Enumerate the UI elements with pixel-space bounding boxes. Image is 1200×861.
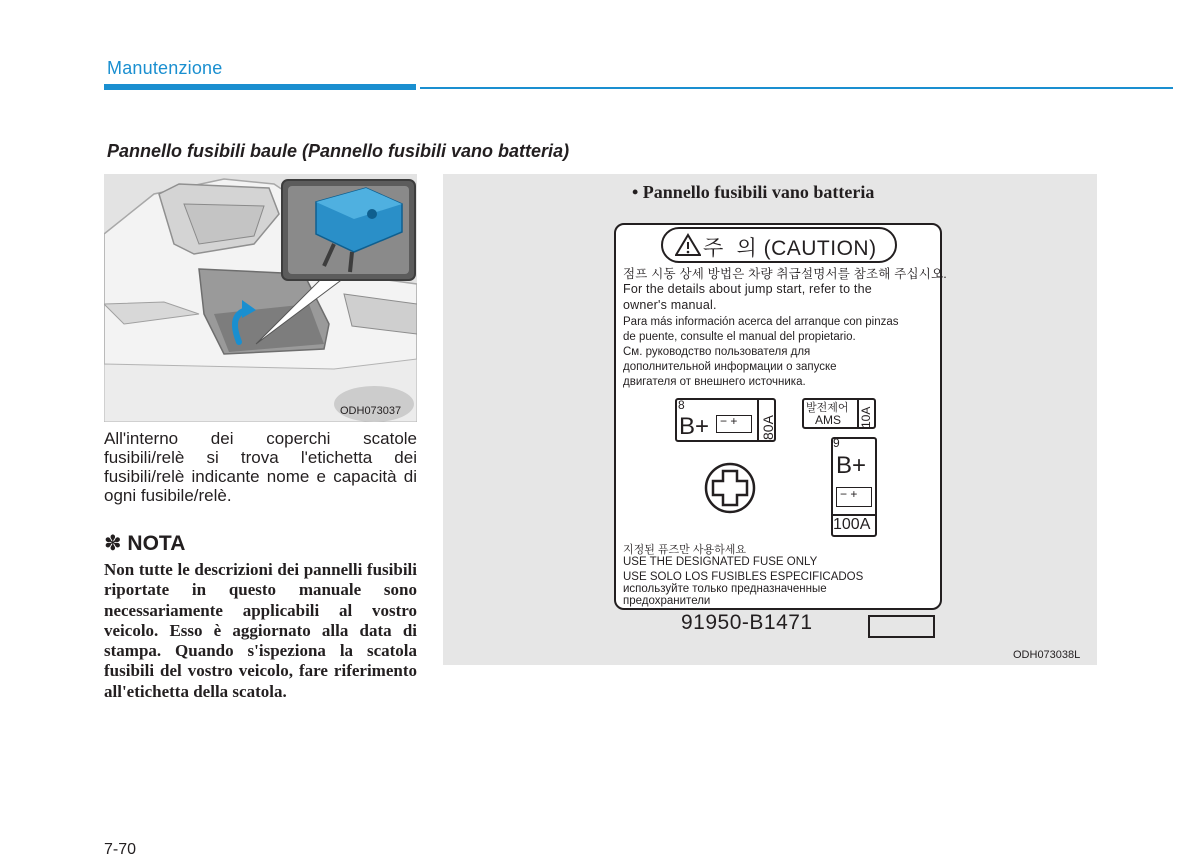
fuse-9-name: B+ <box>836 452 867 479</box>
fuse-line-es: USE SOLO LOS FUSIBLES ESPECIFICADOS <box>623 571 864 583</box>
part-number: 91950-B1471 <box>681 611 813 634</box>
fuse-9-battery-symbol: − + <box>840 487 858 501</box>
section-title: Pannello fusibili baule (Pannello fusibili vano batteria) <box>107 141 570 161</box>
car-trunk-drawing <box>104 174 417 422</box>
ams-sub: AMS <box>815 413 842 427</box>
nota-title: ✽ NOTA <box>104 532 186 555</box>
figure-code-left: ODH073037 <box>340 405 402 417</box>
label-line-ru-3: двигателя от внешнего источника. <box>623 376 806 388</box>
label-line-es-1: Para más información acerca del arranque con pinzas <box>623 316 899 328</box>
header-rule-thick <box>104 84 416 90</box>
fuse-line-ko: 지정된 퓨즈만 사용하세요 <box>623 544 746 556</box>
fuse-9-battery-icon <box>836 487 872 507</box>
fuse-8-battery-symbol: − + <box>720 414 738 428</box>
fuse-8-rating: 80A <box>760 415 776 440</box>
label-line-en-2: owner's manual. <box>623 298 717 312</box>
fuse-9-rating: 100A <box>833 516 871 533</box>
trunk-illustration <box>104 174 417 422</box>
warning-triangle-icon <box>675 233 701 257</box>
fuse-line-ru-2: предохранители <box>623 595 711 607</box>
figure-heading: • Pannello fusibili vano batteria <box>632 182 875 202</box>
fuse-9-number: 9 <box>833 436 840 450</box>
caution-text: 주 의 (CAUTION) <box>703 237 877 260</box>
figure-code-right: ODH073038L <box>1013 649 1081 661</box>
label-line-ru-1: См. руководство пользователя для <box>623 346 811 358</box>
ams-rating: 10A <box>859 406 873 428</box>
nota-text: Non tutte le descrizioni dei pannelli fusibili riportate in questo manuale sono necessariamente applicabili al vostro veicolo. Esso è aggiornato alla data di stampa. Quando s'ispeziona la scatola fusibili del vostro veicolo, fare riferimento all'etichetta della scatola. <box>104 560 417 701</box>
label-line-ko: 점프 시동 상세 방법은 차량 취급설명서를 참조해 주십시오. <box>623 267 947 281</box>
label-line-es-2: de puente, consulte el manual del propietario. <box>623 331 856 343</box>
body-paragraph: All'interno dei coperchi scatole fusibili/relè si trova l'etichetta dei fusibili/relè indicante nome e capacità di ogni fusibile/relè. <box>104 429 417 505</box>
fuse-8-divider <box>757 398 759 442</box>
fuse-line-ru-1: используйте только предназначенные <box>623 583 827 595</box>
fuse-line-en: USE THE DESIGNATED FUSE ONLY <box>623 556 818 568</box>
blank-box <box>868 615 935 638</box>
label-line-en-1: For the details about jump start, refer to the <box>623 282 872 296</box>
ams-name: 발전제어 <box>806 402 849 414</box>
header-rule-thin <box>420 87 1173 89</box>
ground-plus-icon <box>703 461 757 515</box>
label-line-ru-2: дополнительной информации о запуске <box>623 361 837 373</box>
page-number: 7-70 <box>104 841 137 858</box>
fuse-8-battery-icon <box>716 415 752 433</box>
fuse-8-number: 8 <box>678 398 685 412</box>
header-section-title: Manutenzione <box>107 58 223 78</box>
fuse-8-name: B+ <box>679 413 710 440</box>
